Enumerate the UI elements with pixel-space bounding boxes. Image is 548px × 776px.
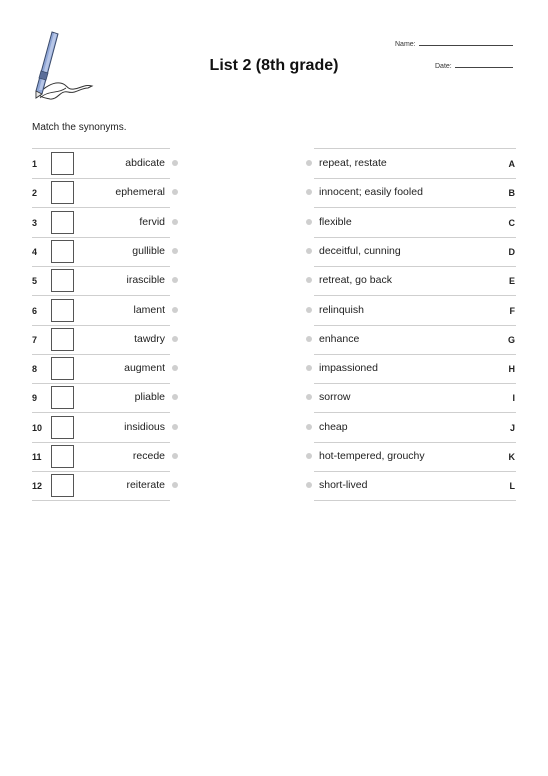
instructions: Match the synonyms.	[32, 122, 127, 133]
word-row	[32, 442, 170, 472]
answer-letter: L	[509, 481, 515, 492]
match-dot[interactable]	[306, 248, 312, 254]
vocabulary-word: pliable	[134, 391, 165, 404]
match-dot[interactable]	[306, 189, 312, 195]
synonym-text: hot-tempered, grouchy	[319, 450, 425, 462]
answer-letter: A	[508, 159, 515, 169]
definition-row	[314, 178, 516, 208]
definition-row	[314, 266, 516, 296]
synonym-text: innocent; easily fooled	[319, 186, 423, 199]
word-row	[32, 325, 170, 355]
vocabulary-word: reiterate	[126, 479, 165, 492]
item-number: 3	[32, 217, 38, 228]
definition-row	[314, 325, 516, 355]
match-dot[interactable]	[172, 365, 178, 371]
word-row	[32, 354, 170, 384]
match-dot[interactable]	[306, 336, 312, 342]
answer-box[interactable]	[51, 416, 74, 439]
item-number: 12	[32, 481, 43, 492]
answer-letter: E	[508, 276, 515, 287]
answer-box[interactable]	[51, 386, 74, 409]
item-number: 10	[32, 422, 43, 433]
vocabulary-word: ephemeral	[115, 186, 165, 199]
match-dot[interactable]	[172, 424, 178, 430]
match-dot[interactable]	[306, 453, 312, 459]
answer-box[interactable]	[51, 152, 74, 175]
answer-letter: I	[512, 393, 515, 404]
definition-row	[314, 413, 516, 443]
vocabulary-word: insidious	[124, 420, 165, 433]
match-dot[interactable]	[172, 160, 178, 166]
word-row	[32, 296, 170, 326]
date-label: Date:	[435, 63, 452, 70]
item-number: 2	[32, 188, 38, 199]
name-field	[395, 38, 513, 48]
match-dot[interactable]	[172, 277, 178, 283]
answer-box[interactable]	[51, 474, 74, 497]
vocabulary-word: tawdry	[134, 332, 165, 345]
answer-box[interactable]	[51, 328, 74, 351]
answer-box[interactable]	[51, 445, 74, 468]
match-dot[interactable]	[306, 482, 312, 488]
word-row	[32, 237, 170, 267]
match-dot[interactable]	[306, 307, 312, 313]
definition-row	[314, 442, 516, 472]
item-number: 5	[32, 276, 38, 287]
vocabulary-word: abdicate	[125, 157, 165, 169]
match-dot[interactable]	[306, 424, 312, 430]
answer-box[interactable]	[51, 181, 74, 204]
item-number: 9	[32, 393, 38, 404]
answer-box[interactable]	[51, 269, 74, 292]
synonym-text: flexible	[319, 215, 352, 228]
match-dot[interactable]	[172, 307, 178, 313]
definition-row	[314, 471, 516, 501]
date-field	[435, 60, 513, 70]
definition-row	[314, 149, 516, 179]
match-dot[interactable]	[172, 336, 178, 342]
synonym-text: sorrow	[319, 391, 351, 404]
word-row	[32, 149, 170, 179]
match-dot[interactable]	[172, 189, 178, 195]
synonym-text: repeat, restate	[319, 157, 387, 169]
synonym-text: relinquish	[319, 303, 364, 316]
synonym-text: deceitful, cunning	[319, 244, 401, 257]
vocabulary-word: gullible	[132, 244, 165, 257]
word-row	[32, 208, 170, 238]
definition-row	[314, 237, 516, 267]
match-dot[interactable]	[306, 219, 312, 225]
match-dot[interactable]	[172, 482, 178, 488]
answer-letter: B	[508, 188, 515, 199]
match-dot[interactable]	[172, 219, 178, 225]
answer-letter: K	[508, 452, 515, 462]
definition-row	[314, 208, 516, 238]
match-dot[interactable]	[306, 365, 312, 371]
page-title: List 2 (8th grade)	[209, 57, 339, 74]
item-number: 1	[32, 159, 38, 169]
vocabulary-word: augment	[124, 362, 165, 375]
definition-row	[314, 296, 516, 326]
synonym-text: enhance	[319, 332, 360, 345]
item-number: 6	[32, 305, 38, 316]
name-line[interactable]	[419, 38, 513, 46]
answer-box[interactable]	[51, 357, 74, 380]
definition-row	[314, 383, 516, 413]
answer-letter: G	[507, 334, 515, 345]
answer-letter: H	[508, 364, 515, 375]
date-line[interactable]	[455, 60, 513, 68]
answer-box[interactable]	[51, 240, 74, 263]
vocabulary-word: recede	[132, 450, 165, 462]
item-number: 8	[32, 364, 38, 375]
word-row	[32, 178, 170, 208]
word-row	[32, 471, 170, 501]
word-row	[32, 383, 170, 413]
match-dot[interactable]	[172, 248, 178, 254]
match-dot[interactable]	[306, 160, 312, 166]
match-dot[interactable]	[306, 277, 312, 283]
answer-letter: D	[508, 246, 515, 257]
name-label: Name:	[395, 41, 416, 48]
item-number: 7	[32, 334, 38, 345]
synonym-text: impassioned	[319, 362, 378, 375]
answer-letter: C	[508, 217, 515, 228]
definition-row	[314, 354, 516, 384]
match-dot[interactable]	[172, 394, 178, 400]
word-row	[32, 266, 170, 296]
vocabulary-word: fervid	[139, 215, 165, 228]
vocabulary-word: irascible	[126, 274, 165, 287]
item-number: 11	[32, 452, 42, 462]
answer-box[interactable]	[51, 299, 74, 322]
match-dot[interactable]	[306, 394, 312, 400]
answer-letter: F	[509, 305, 515, 316]
match-dot[interactable]	[172, 453, 178, 459]
synonym-text: cheap	[319, 420, 348, 433]
answer-letter: J	[509, 422, 515, 433]
vocabulary-word: lament	[133, 303, 165, 316]
synonym-text: retreat, go back	[319, 274, 392, 287]
synonym-text: short-lived	[319, 479, 368, 492]
answer-box[interactable]	[51, 211, 74, 234]
item-number: 4	[32, 246, 38, 257]
word-row	[32, 413, 170, 443]
